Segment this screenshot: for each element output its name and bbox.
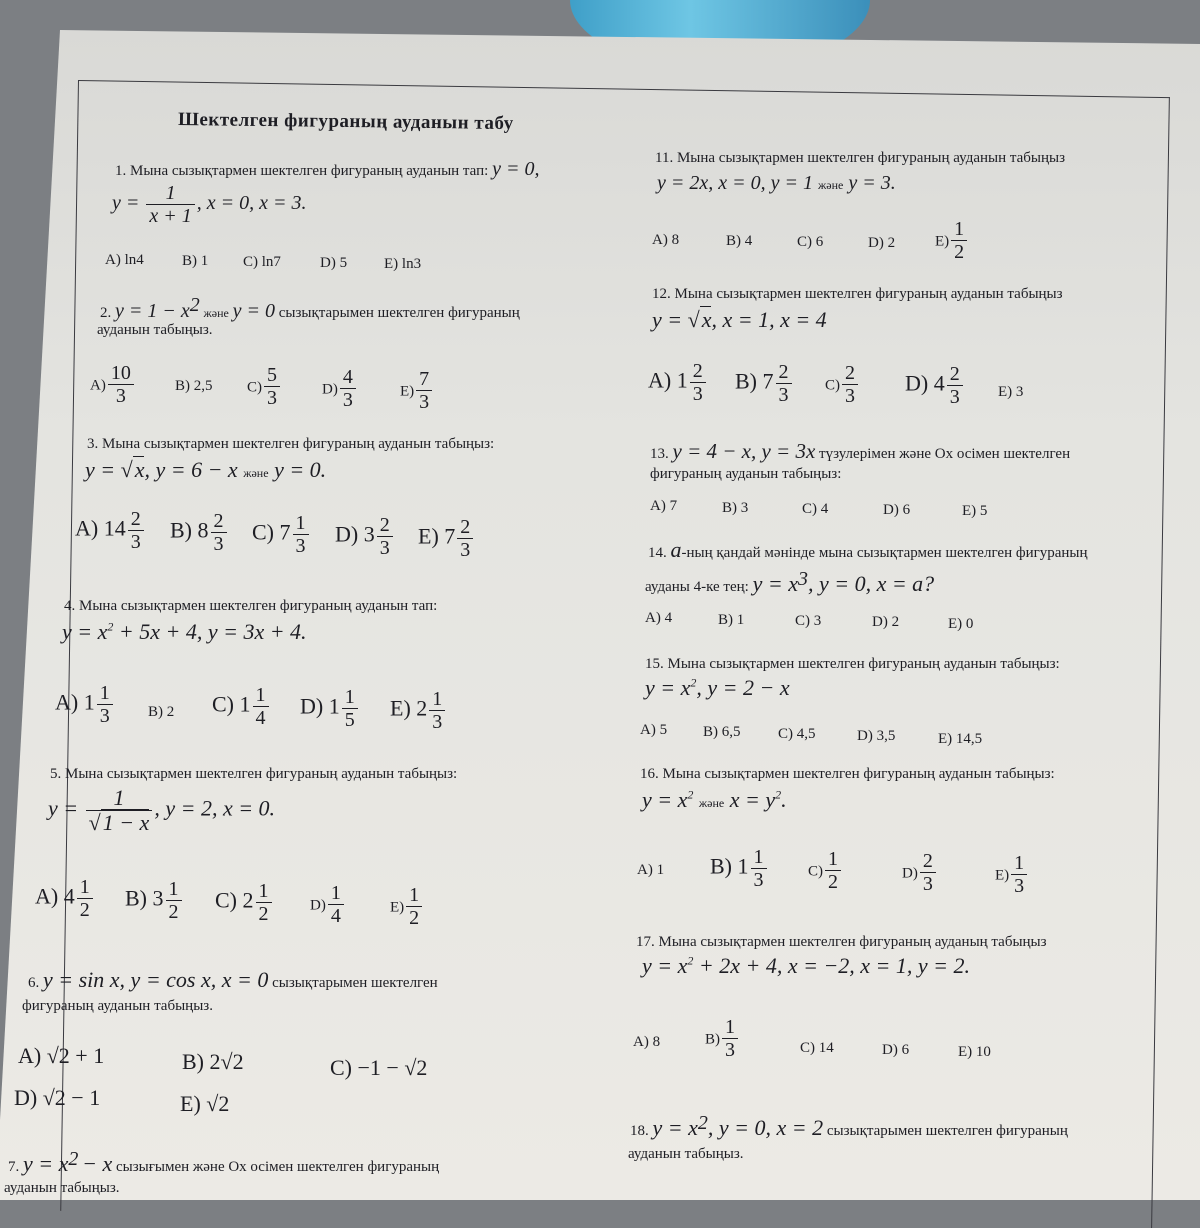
q5-answer-c[interactable]: C) 2 $\frac{1}{2}$ [215,880,274,925]
q17-answer-a[interactable]: A) 8 [633,1034,661,1050]
q2-answer-a[interactable]: A) $\frac{10}{3}$ [90,362,136,407]
q15-answer-a[interactable]: A) 5 [640,722,668,738]
q15-answer-b[interactable]: B) 6,5 [703,724,741,740]
q16-text: 16. Мына сызықтармен шектелген фигураның ауданын табыңыз: [640,766,1055,782]
q11-text: 11. Мына сызықтармен шектелген фигураның ауданын табыңыз [655,150,1066,166]
q15-answer-e[interactable]: E) 14,5 [938,731,983,747]
q3-answer-a[interactable]: A) 14 $\frac{2}{3}$ [75,508,146,553]
q2-answer-b[interactable]: B) 2,5 [175,378,213,394]
q6-text: 6. y = sin x, y = cos x, x = 0 сызықтарымен шектелген [28,967,438,992]
q14-text-line2: ауданы 4-ке тең: $y = x^3$, y = 0, x = a? [645,568,935,596]
q6-answer-c[interactable]: C) −1 − √2 [330,1055,428,1080]
q14-text: 14. a-ның қандай мәнінде мына сызықтармен шектелген фигураның [648,537,1088,562]
q11-answer-a[interactable]: A) 8 [652,232,680,248]
q6-text-line2: фигураның ауданын табыңыз. [22,998,213,1014]
q17-answer-b[interactable]: B) $\frac{1}{3}$ [705,1016,740,1061]
q13-text-line2: фигураның ауданын табыңыз: [650,466,842,482]
q6-answer-d[interactable]: D) √2 − 1 [14,1085,101,1110]
q12-answer-d[interactable]: D) 4 $\frac{2}{3}$ [905,363,965,408]
q11-answer-c[interactable]: C) 6 [797,234,824,250]
q3-text: 3. Мына сызықтармен шектелген фигураның ауданын табыңыз: [87,436,495,452]
q14-answer-e[interactable]: E) 0 [948,616,974,632]
q14-answer-b[interactable]: B) 1 [718,612,745,628]
q13-answer-d[interactable]: D) 6 [883,502,911,518]
q13-answer-a[interactable]: A) 7 [650,498,678,514]
q11-answer-e[interactable]: E) $\frac{1}{2}$ [935,218,969,263]
q4-answer-d[interactable]: D) 1 $\frac{1}{5}$ [300,686,360,731]
q16-answer-c[interactable]: C) $\frac{1}{2}$ [808,848,843,893]
q17-answer-c[interactable]: C) 14 [800,1040,834,1056]
q1-answer-d[interactable]: D) 5 [320,255,348,271]
q11-equation: y = 2x, x = 0, y = 1 және y = 3. [657,172,896,194]
q18-text: 18. $y = x^2$, y = 0, x = 2 сызықтарымен шектелген фигураның [630,1112,1068,1140]
q4-answer-e[interactable]: E) 2 $\frac{1}{3}$ [390,688,447,733]
q6-answer-a[interactable]: A) √2 + 1 [18,1043,105,1068]
q7-text-line2: ауданын табыңыз. [4,1180,120,1196]
q16-equation: $y = x^2$ және $x = y^2$. [642,787,787,812]
q3-answer-b[interactable]: B) 8 $\frac{2}{3}$ [170,510,229,555]
q12-text: 12. Мына сызықтармен шектелген фигураның ауданын табыңыз [652,286,1063,302]
q2-text-line2: ауданын табыңыз. [97,322,213,338]
q17-answer-e[interactable]: E) 10 [958,1044,991,1060]
q15-answer-d[interactable]: D) 3,5 [857,728,896,744]
q16-answer-e[interactable]: E) $\frac{1}{3}$ [995,852,1029,897]
q13-answer-e[interactable]: E) 5 [962,503,988,519]
q1-answer-e[interactable]: E) ln3 [384,256,422,272]
q6-answer-b[interactable]: B) 2√2 [182,1049,244,1074]
q5-text: 5. Мына сызықтармен шектелген фигураның ауданын табыңыз: [50,766,458,782]
q1-answer-b[interactable]: B) 1 [182,253,209,269]
q17-equation: $y = x^2 + 2x + 4$, x = −2, x = 1, y = 2. [642,953,971,978]
q13-answer-b[interactable]: B) 3 [722,500,749,516]
q6-answer-e[interactable]: E) √2 [180,1091,230,1116]
q5-answer-b[interactable]: B) 3 $\frac{1}{2}$ [125,878,184,923]
q14-answer-a[interactable]: A) 4 [645,610,673,626]
q16-answer-d[interactable]: D) $\frac{2}{3}$ [902,850,938,895]
q17-text: 17. Мына сызықтармен шектелген фигураның ауданың табыңыз [636,934,1047,950]
q12-equation: y = √x, x = 1, x = 4 [652,307,827,332]
q3-answer-e[interactable]: E) 7 $\frac{2}{3}$ [418,516,475,561]
q11-answer-b[interactable]: B) 4 [726,233,753,249]
q2-answer-e[interactable]: E) $\frac{7}{3}$ [400,368,434,413]
q13-text: 13. y = 4 − x, y = 3x түзулерімен және Ох осімен шектелген [650,439,1071,463]
q3-answer-c[interactable]: C) 7 $\frac{1}{3}$ [252,512,311,557]
q4-equation: $y = x^2 + 5x + 4$, y = 3x + 4. [62,619,307,644]
q3-equation: y = √x, y = 6 − x және y = 0. [85,457,327,482]
q4-answer-a[interactable]: A) 1 $\frac{1}{3}$ [55,682,115,727]
q1-answer-c[interactable]: C) ln7 [243,254,281,270]
q4-answer-c[interactable]: C) 1 $\frac{1}{4}$ [212,684,271,729]
q15-answer-c[interactable]: C) 4,5 [778,726,816,742]
q14-answer-d[interactable]: D) 2 [872,614,900,630]
q2-answer-c[interactable]: C) $\frac{5}{3}$ [247,364,282,409]
q2-text: 2. $y = 1 - x^2$ және y = 0 сызықтарымен шектелген фигураның [100,294,520,322]
page-title: Шектелген фигураның ауданын табу [177,108,514,135]
q4-answer-b[interactable]: B) 2 [148,704,175,720]
q5-answer-e[interactable]: E) $\frac{1}{2}$ [390,884,424,929]
q17-answer-d[interactable]: D) 6 [882,1042,910,1058]
q4-text: 4. Мына сызықтармен шектелген фигураның ауданын тап: [64,598,438,614]
q5-answer-d[interactable]: D) $\frac{1}{4}$ [310,882,346,927]
q12-answer-a[interactable]: A) 1 $\frac{2}{3}$ [648,360,708,405]
q1-equation: y = $\frac{1}{x + 1}$ , x = 0, x = 3. [112,182,307,227]
q5-equation: y = $\frac{1}{√1 - x}$ , y = 2, x = 0. [48,785,276,836]
q13-answer-c[interactable]: C) 4 [802,501,829,517]
q1-text: 1. Мына сызықтармен шектелген фигураның ауданын тап: y = 0, [115,158,540,180]
q16-answer-b[interactable]: B) 1 $\frac{1}{3}$ [710,846,769,891]
q7-text: 7. $y = x^2 - x$ сызығымен және Ох осімен шектелген фигураның [8,1148,440,1176]
q2-answer-d[interactable]: D) $\frac{4}{3}$ [322,366,358,411]
q16-answer-a[interactable]: A) 1 [637,862,665,878]
q3-answer-d[interactable]: D) 3 $\frac{2}{3}$ [335,514,395,559]
q5-answer-a[interactable]: A) 4 $\frac{1}{2}$ [35,876,95,921]
q12-answer-b[interactable]: B) 7 $\frac{2}{3}$ [735,361,794,406]
q12-answer-e[interactable]: E) 3 [998,384,1024,400]
q12-answer-c[interactable]: C) $\frac{2}{3}$ [825,362,860,407]
q11-answer-d[interactable]: D) 2 [868,235,896,251]
q15-equation: $y = x^2$, y = 2 − x [645,675,790,700]
q14-answer-c[interactable]: C) 3 [795,613,822,629]
q15-text: 15. Мына сызықтармен шектелген фигураның ауданын табыңыз: [645,656,1060,672]
q1-answer-a[interactable]: A) ln4 [105,252,144,268]
q18-text-line2: ауданын табыңыз. [628,1146,744,1162]
